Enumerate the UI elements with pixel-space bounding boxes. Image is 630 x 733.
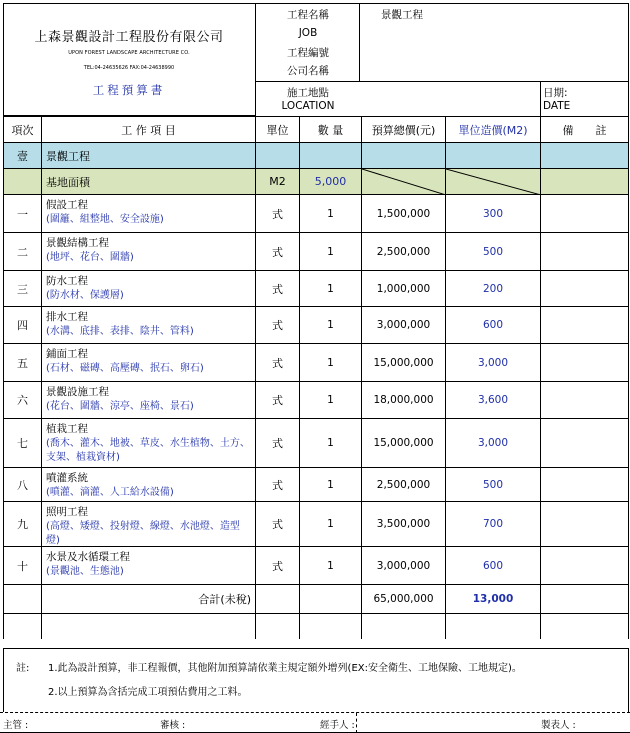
preparer-label: 製表人 :	[541, 720, 576, 731]
work-item-description: (水溝、底排、表排、陰井、管料)	[46, 326, 194, 337]
item-number: 二	[3, 232, 41, 270]
item-budget-total: 1,500,000	[361, 194, 445, 232]
blank-cell	[445, 613, 540, 639]
work-item-cell	[41, 270, 255, 306]
note-1: 1.此為設計預算，非工程報價，其他附加預算請依業主規定額外增列(EX:安全衛生、工地保險、工地規定)。	[48, 663, 522, 674]
total-remarks	[540, 584, 629, 613]
base-area-diag-total	[361, 168, 445, 194]
col-header-unit: 單位	[255, 116, 299, 142]
item-number: 八	[3, 467, 41, 501]
item-budget-total: 18,000,000	[361, 381, 445, 418]
work-item-title: 鋪面工程	[46, 348, 88, 360]
work-item-description: (噴灌、滴灌、人工給水設備)	[46, 487, 174, 498]
blank-cell	[255, 613, 299, 639]
budget-table	[3, 116, 629, 648]
company-name: 上森景觀設計工程股份有限公司	[34, 30, 224, 45]
blank-cell	[299, 613, 361, 639]
item-unit: 式	[255, 306, 299, 343]
section-number: 壹	[3, 142, 41, 168]
work-item-title: 照明工程	[46, 506, 88, 518]
signature-divider	[356, 713, 357, 733]
item-number: 九	[3, 501, 41, 546]
work-item-description: (花台、圍牆、涼亭、座椅、景石)	[46, 401, 194, 412]
project-name-label: 工程名稱	[287, 9, 329, 21]
item-unit-cost: 3,000	[445, 418, 540, 467]
item-unit-cost: 3,600	[445, 381, 540, 418]
item-unit: 式	[255, 232, 299, 270]
item-remarks	[540, 418, 629, 467]
total-label: 合計(未稅)	[41, 584, 255, 613]
work-item-title: 排水工程	[46, 311, 88, 323]
project-info-block	[255, 3, 629, 116]
work-item-title: 植栽工程	[46, 423, 88, 435]
work-item-title: 景觀結構工程	[46, 237, 109, 249]
item-quantity: 1	[299, 467, 361, 501]
item-budget-total: 2,500,000	[361, 467, 445, 501]
col-header-unit-cost: 單位造價(M2)	[445, 116, 540, 142]
blank-cell	[3, 613, 41, 639]
item-unit: 式	[255, 270, 299, 306]
date-label: 日期:	[543, 87, 568, 99]
site-label: 施工地點	[287, 87, 329, 99]
section-name: 景觀工程	[41, 142, 255, 168]
total-unit-cost: 13,000	[445, 584, 540, 613]
item-budget-total: 15,000,000	[361, 418, 445, 467]
company-name-label: 公司名稱	[287, 65, 329, 77]
handler-label: 經手人 :	[320, 720, 355, 731]
item-unit-cost: 3,000	[445, 343, 540, 381]
item-remarks	[540, 232, 629, 270]
blank-cell	[540, 613, 629, 639]
reviewer-label: 審核 :	[160, 720, 186, 731]
item-quantity: 1	[299, 418, 361, 467]
item-number: 一	[3, 194, 41, 232]
project-number-label: 工程編號	[287, 47, 329, 59]
total-empty	[255, 584, 299, 613]
section-empty-cell	[255, 142, 299, 168]
item-unit-cost: 300	[445, 194, 540, 232]
item-unit-cost: 200	[445, 270, 540, 306]
item-number: 六	[3, 381, 41, 418]
item-quantity: 1	[299, 270, 361, 306]
work-item-cell	[41, 194, 255, 232]
company-block	[3, 3, 256, 116]
col-header-item-no: 項次	[3, 116, 41, 142]
item-quantity: 1	[299, 343, 361, 381]
base-area-qty: 5,000	[299, 168, 361, 194]
work-item-cell	[41, 343, 255, 381]
item-budget-total: 3,000,000	[361, 306, 445, 343]
item-number: 十	[3, 546, 41, 584]
item-number: 五	[3, 343, 41, 381]
document-title: 工程預算書	[92, 83, 166, 97]
work-item-description: (防水材、保護層)	[46, 290, 124, 301]
item-budget-total: 2,500,000	[361, 232, 445, 270]
item-budget-total: 3,500,000	[361, 501, 445, 546]
work-item-title: 景觀設施工程	[46, 386, 109, 398]
item-unit: 式	[255, 467, 299, 501]
item-quantity: 1	[299, 381, 361, 418]
item-budget-total: 15,000,000	[361, 343, 445, 381]
blank-cell	[361, 613, 445, 639]
section-empty-cell	[540, 142, 629, 168]
item-quantity: 1	[299, 194, 361, 232]
supervisor-label: 主管 :	[3, 720, 29, 731]
item-unit: 式	[255, 418, 299, 467]
work-item-description: (圍籬、組整地、安全設施)	[46, 214, 164, 225]
item-remarks	[540, 467, 629, 501]
col-header-quantity: 數 量	[299, 116, 361, 142]
section-empty-cell	[361, 142, 445, 168]
project-name-value: 景觀工程	[381, 9, 423, 21]
work-item-description: (喬木、灌木、地被、草皮、水生植物、土方、支架、植栽資材)	[46, 438, 250, 463]
item-unit: 式	[255, 381, 299, 418]
location-label: LOCATION	[281, 100, 335, 112]
work-item-description: (石材、磁磚、高壓磚、抿石、卵石)	[46, 363, 204, 374]
item-remarks	[540, 381, 629, 418]
work-item-cell	[41, 306, 255, 343]
date-en-label: DATE	[543, 100, 571, 112]
company-tel: TEL:04-24635626 FAX:04-24638990	[83, 65, 175, 71]
total-empty	[299, 584, 361, 613]
item-unit: 式	[255, 546, 299, 584]
total-amount: 65,000,000	[361, 584, 445, 613]
col-header-remarks: 備 註	[540, 116, 629, 142]
item-unit-cost: 500	[445, 232, 540, 270]
work-item-cell	[41, 546, 255, 584]
work-item-cell	[41, 232, 255, 270]
notes-block	[3, 648, 629, 712]
item-remarks	[540, 270, 629, 306]
item-remarks	[540, 306, 629, 343]
date-divider	[540, 81, 541, 117]
job-label: JOB	[298, 27, 318, 39]
work-item-title: 假設工程	[46, 199, 88, 211]
base-area-empty	[3, 168, 41, 194]
item-quantity: 1	[299, 501, 361, 546]
total-empty	[3, 584, 41, 613]
col-header-work-item: 工 作 項 目	[41, 116, 255, 142]
item-number: 四	[3, 306, 41, 343]
item-unit: 式	[255, 343, 299, 381]
section-empty-cell	[445, 142, 540, 168]
section-empty-cell	[299, 142, 361, 168]
note-2: 2.以上預算為含括完成工項預估費用之工料。	[48, 687, 248, 698]
work-item-cell	[41, 418, 255, 467]
item-remarks	[540, 501, 629, 546]
work-item-description: (地坪、花台、圍牆)	[46, 252, 134, 263]
work-item-cell	[41, 467, 255, 501]
item-budget-total: 3,000,000	[361, 546, 445, 584]
item-unit: 式	[255, 501, 299, 546]
company-name-en: UPON FOREST LANDSCAPE ARCHITECTURE CO.	[68, 50, 190, 56]
work-item-description: (高燈、矮燈、投射燈、線燈、水池燈、造型燈)	[46, 521, 240, 546]
item-number: 三	[3, 270, 41, 306]
item-remarks	[540, 546, 629, 584]
signature-row	[0, 712, 630, 733]
work-item-cell	[41, 381, 255, 418]
item-quantity: 1	[299, 232, 361, 270]
item-unit-cost: 500	[445, 467, 540, 501]
base-area-remarks	[540, 168, 629, 194]
blank-cell	[41, 613, 255, 639]
base-area-unit: M2	[255, 168, 299, 194]
base-area-diag-unit-cost	[445, 168, 540, 194]
work-item-title: 水景及水循環工程	[46, 551, 130, 563]
base-area-label: 基地面積	[41, 168, 255, 194]
item-quantity: 1	[299, 306, 361, 343]
item-remarks	[540, 194, 629, 232]
work-item-cell	[41, 501, 255, 546]
item-unit: 式	[255, 194, 299, 232]
notes-label: 註:	[16, 663, 30, 674]
item-number: 七	[3, 418, 41, 467]
item-budget-total: 1,000,000	[361, 270, 445, 306]
work-item-title: 噴灌系統	[46, 472, 88, 484]
item-unit-cost: 600	[445, 546, 540, 584]
item-unit-cost: 700	[445, 501, 540, 546]
work-item-description: (景觀池、生態池)	[46, 566, 124, 577]
item-unit-cost: 600	[445, 306, 540, 343]
work-item-title: 防水工程	[46, 275, 88, 287]
item-remarks	[540, 343, 629, 381]
col-header-budget-total: 預算總價(元)	[361, 116, 445, 142]
item-quantity: 1	[299, 546, 361, 584]
